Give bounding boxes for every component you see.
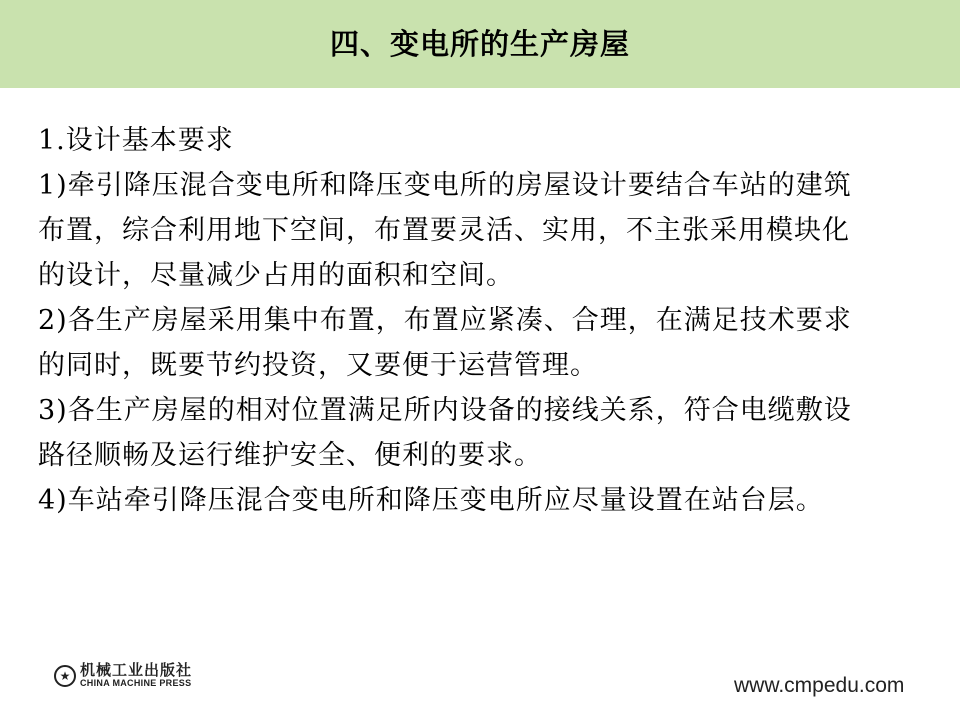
publisher-logo — [54, 662, 192, 689]
publisher-name-en: CHINA MACHINE PRESS — [80, 678, 192, 688]
body-line: 路径顺畅及运行维护安全、便利的要求。 — [38, 440, 542, 471]
slide-title: 四、变电所的生产房屋 — [329, 26, 630, 61]
slide-body — [38, 118, 918, 523]
publisher-logo-text — [80, 662, 192, 689]
body-line: 2)各生产房屋采用集中布置，布置应紧凑、合理，在满足技术要求 — [38, 305, 852, 336]
body-line: 1)牵引降压混合变电所和降压变电所的房屋设计要结合车站的建筑 — [38, 170, 852, 201]
body-line: 的同时，既要节约投资，又要便于运营管理。 — [38, 350, 598, 381]
publisher-logo-icon: ★ — [54, 665, 76, 687]
body-line: 布置，综合利用地下空间，布置要灵活、实用，不主张采用模块化 — [38, 215, 850, 246]
publisher-name-cn: 机械工业出版社 — [80, 661, 193, 679]
title-band — [0, 0, 960, 88]
body-line: 3)各生产房屋的相对位置满足所内设备的接线关系，符合电缆敷设 — [38, 395, 852, 426]
body-line: 4)车站牵引降压混合变电所和降压变电所应尽量设置在站台层。 — [38, 485, 824, 516]
body-line: 的设计，尽量减少占用的面积和空间。 — [38, 260, 514, 291]
publisher-url: www.cmpedu.com — [734, 674, 905, 697]
body-line: 1.设计基本要求 — [38, 125, 234, 156]
